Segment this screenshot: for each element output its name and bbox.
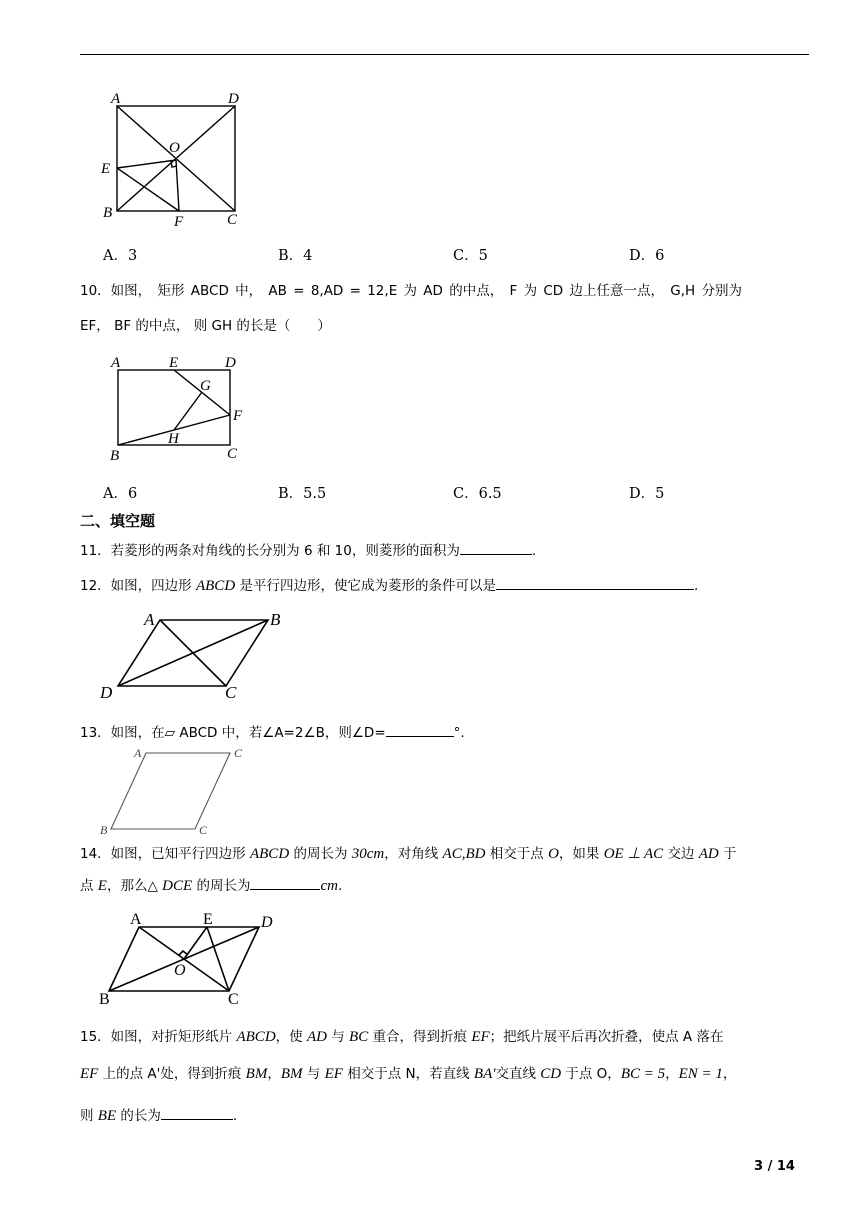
q15-l2g: EF: [324, 1066, 343, 1082]
q9-option-d: D．6: [629, 248, 665, 264]
q11-line: [80, 540, 536, 561]
q14-l1e: ，对角线: [384, 846, 443, 862]
q14-l1a: 14．如图，已知平行四边形: [80, 846, 250, 862]
q15-l1i: ；把纸片展平后再次折叠，使点 A 落在: [489, 1029, 724, 1045]
q15-l3c: 的长为: [116, 1108, 161, 1124]
q14-l1l: AD: [698, 846, 719, 862]
q10-label-F: F: [233, 408, 243, 424]
q14-l1f: AC,BD: [442, 846, 486, 862]
q14-blank[interactable]: [250, 875, 320, 890]
q14-label-O: O: [174, 962, 186, 979]
q9-label-B: B: [103, 205, 113, 221]
q15-l2o: EN = 1: [678, 1066, 723, 1082]
q14-line1: [80, 844, 737, 864]
q12-abcd: ABCD: [195, 578, 236, 594]
q15-l2m: BC = 5: [620, 1066, 666, 1082]
q10-label-B: B: [110, 448, 120, 464]
q13-label-C-bottom: C: [199, 823, 208, 837]
q10-label-G: G: [200, 378, 211, 394]
q15-l1d: AD: [306, 1029, 327, 1045]
q15-l1f: BC: [349, 1029, 369, 1045]
q15-l2c: BM: [245, 1066, 268, 1082]
q10-option-d: D．5: [629, 486, 665, 502]
q13-blank[interactable]: [386, 722, 454, 737]
q14-l2g: .: [337, 878, 343, 894]
q11-suffix: .: [531, 543, 537, 559]
q14-label-E: E: [203, 911, 213, 928]
q10-option-c: C．6.5: [453, 486, 502, 502]
q10-label-C: C: [227, 446, 238, 462]
q12-middle: 是平行四边形，使它成为菱形的条件可以是: [235, 578, 496, 594]
q10-label-A: A: [111, 355, 121, 371]
q15-l1g: 重合，得到折痕: [368, 1029, 472, 1045]
q14-l1m: 于: [718, 846, 737, 862]
q15-l1c: ，使: [275, 1029, 307, 1045]
q15-l2n: ，: [665, 1066, 679, 1082]
q13-line: [80, 722, 465, 743]
q9-option-a: A．3: [103, 248, 138, 264]
q12-line: [80, 575, 698, 596]
q14-l2f: cm: [320, 878, 338, 894]
q10-option-a: A．6: [103, 486, 138, 502]
q15-line3: [80, 1105, 237, 1126]
q14-l2e: 的周长为: [192, 878, 251, 894]
q15-l2b: 上的点 A'处，得到折痕: [98, 1066, 246, 1082]
q11-prefix: 11．若菱形的两条对角线的长分别为 6 和 10，则菱形的面积为: [80, 543, 460, 559]
q15-l2a: EF: [80, 1066, 99, 1082]
q14-l2c: ，那么△: [106, 878, 163, 894]
q14-l2a: 点: [80, 878, 98, 894]
q14-l1j: OE ⊥ AC: [603, 846, 664, 862]
q10-option-b: B．5.5: [278, 486, 327, 502]
q12-figure: [98, 608, 298, 703]
q15-l1b: ABCD: [236, 1029, 276, 1045]
q14-label-B: B: [99, 991, 110, 1008]
q10-line1: 10．如图， 矩形 ABCD 中， AB = 8,AD = 12,E 为 AD 的中点， F 为 CD 边上任意一点， G,H 分别为: [80, 283, 742, 299]
q9-label-C: C: [227, 212, 238, 228]
q15-l2k: CD: [540, 1066, 562, 1082]
q15-l2f: 与: [302, 1066, 325, 1082]
q10-label-D: D: [225, 355, 236, 371]
q14-l1d: 30cm: [351, 846, 385, 862]
q9-label-E: E: [101, 161, 111, 177]
q13-label-B: B: [100, 823, 108, 837]
q9-label-A: A: [111, 91, 121, 107]
q12-label-D: D: [100, 683, 113, 702]
q15-l2d: ，: [267, 1066, 281, 1082]
q13-label-C-top: C: [234, 746, 243, 760]
q14-l2b: E: [97, 878, 107, 894]
q14-l1h: O: [548, 846, 559, 862]
q14-l1g: 相交于点: [485, 846, 549, 862]
q15-l1h: EF: [471, 1029, 490, 1045]
q14-label-C: C: [228, 991, 239, 1008]
q10-figure: [105, 352, 255, 462]
q15-l2i: BA': [473, 1066, 496, 1082]
q15-l2l: 于点 O，: [561, 1066, 621, 1082]
q15-l2e: BM: [280, 1066, 303, 1082]
q12-label-C: C: [225, 683, 237, 702]
q10-label-H: H: [168, 431, 179, 447]
q12-label-B: B: [270, 610, 281, 629]
q14-label-A: A: [130, 911, 142, 928]
q15-blank[interactable]: [161, 1105, 233, 1120]
q9-label-F: F: [174, 214, 184, 230]
q14-label-D: D: [261, 914, 273, 931]
q14-figure: [97, 906, 287, 1006]
q14-l1b: ABCD: [249, 846, 290, 862]
q14-line2: [80, 875, 342, 896]
q9-figure: [95, 88, 255, 233]
q12-suffix: .: [693, 578, 699, 594]
q15-line1: [80, 1027, 723, 1047]
q9-option-b: B．4: [278, 248, 313, 264]
q15-l1a: 15．如图，对折矩形纸片: [80, 1029, 237, 1045]
q15-l3d: .: [232, 1108, 238, 1124]
q14-l1c: 的周长为: [289, 846, 352, 862]
q15-l1e: 与: [326, 1029, 350, 1045]
q12-prefix: 12．如图，四边形: [80, 578, 196, 594]
q9-label-O: O: [169, 140, 180, 156]
q14-l2d: DCE: [162, 878, 193, 894]
q12-blank[interactable]: [496, 575, 694, 590]
section-title: 二、填空题: [80, 512, 156, 530]
q15-l2h: 相交于点 N，若直线: [342, 1066, 474, 1082]
q10-label-E: E: [169, 355, 179, 371]
q13-figure: [98, 743, 258, 838]
q9-label-D: D: [228, 91, 239, 107]
q12-label-A: A: [144, 610, 155, 629]
header-rule: [80, 54, 809, 55]
page-number: 3 / 14: [754, 1159, 795, 1174]
q13-prefix: 13．如图，在▱ ABCD 中，若∠A=2∠B，则∠D=: [80, 725, 386, 741]
q14-l1i: ，如果: [558, 846, 604, 862]
q13-suffix: °.: [453, 725, 465, 741]
q14-l1k: 交边: [663, 846, 699, 862]
q15-l2p: ，: [722, 1066, 737, 1082]
q11-blank[interactable]: [460, 540, 532, 555]
q10-line2: EF， BF 的中点， 则 GH 的长是（ ）: [80, 318, 331, 334]
q13-label-A: A: [134, 746, 142, 760]
q15-l3a: 则: [80, 1108, 98, 1124]
q15-l3b: BE: [97, 1108, 117, 1124]
q15-l2j: 交直线: [495, 1066, 541, 1082]
q15-line2: [80, 1064, 736, 1084]
q9-option-c: C．5: [453, 248, 488, 264]
